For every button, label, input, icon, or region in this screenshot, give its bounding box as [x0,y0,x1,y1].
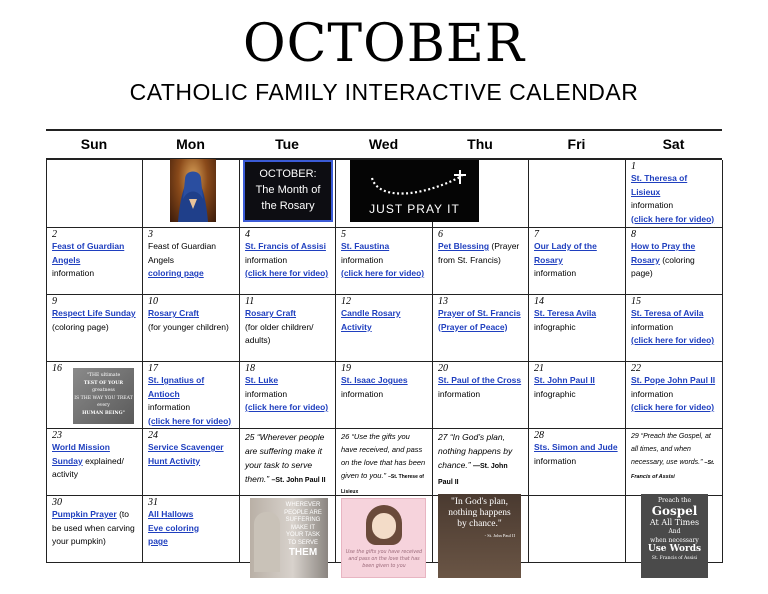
st-john-paul-link[interactable]: St. John Paul II [534,375,595,385]
img-text: Use Words [647,544,702,554]
day-header-mon: Mon [176,136,205,152]
img-text: Use the gifts you have received [345,550,423,555]
info-text: explained/ activity [52,455,124,479]
day-cell-24 [143,429,240,496]
day-cell-13 [433,295,529,362]
empty-cell [529,160,626,228]
candle-rosary-link[interactable]: Candle Rosary Activity [341,308,401,332]
gods-plan-image [438,494,521,578]
weekday-header [46,129,722,158]
empty-cell [529,496,626,563]
prayer-of-peace-link[interactable]: Prayer of St. Francis (Prayer of Peace) [438,308,521,332]
mary-figure-icon [170,159,216,222]
pumpkin-prayer-link[interactable]: Pumpkin Prayer [52,509,117,519]
video-link[interactable]: (click here for video) [631,335,715,345]
month-of-rosary-box [243,160,333,222]
day-header-thu: Thu [467,136,493,152]
day-number: 21 [534,363,544,374]
day-cell-30 [47,496,143,563]
day-cell-4 [240,228,336,295]
img-text: "In God's plan, [450,497,509,507]
john-paul-serve-image [250,498,328,578]
info-text: (coloring page) [52,321,109,332]
coloring-page-link[interactable]: coloring page [148,268,204,278]
day-number: 12 [341,296,351,307]
page-subtitle: CATHOLIC FAMILY INTERACTIVE CALENDAR [129,79,639,105]
day-cell-14 [529,295,626,362]
st-ignatius-link[interactable]: St. Ignatius of Antioch [148,375,205,399]
rosary-box-line: OCTOBER: [259,168,317,180]
info-text: information [52,268,95,278]
video-link[interactable]: (click here for video) [148,415,232,426]
img-text: And [668,528,681,535]
info-text: information [341,254,384,265]
day-cell-9 [47,295,143,362]
img-text: TEST OF YOUR [83,380,124,386]
day-number: 29 [631,433,639,440]
quote-text: “Use the gifts you have received, and pass on the love that has been given to you.” [341,432,426,480]
pet-blessing-link[interactable]: Pet Blessing [438,241,490,251]
img-text: THEM [288,547,318,558]
quote-author: –St. John Paul II [271,477,326,484]
img-text: - St. John Paul II [484,533,515,538]
day-cell-25 [240,429,336,496]
img-text: TO SERVE [287,539,319,546]
img-text: MAKE IT [290,524,315,531]
guardian-angels-link[interactable]: Feast of Guardian Angels [52,241,125,265]
day-cell-19 [336,362,433,429]
st-paul-cross-link[interactable]: St. Paul of the Cross [438,375,522,385]
just-pray-it-image [350,160,479,222]
day-number: 30 [52,497,62,508]
video-link[interactable]: (click here for video) [631,402,715,412]
quote-author: —St. John Paul II [438,463,508,486]
info-text: information [534,455,577,466]
day-number: 24 [148,430,158,441]
video-link[interactable]: (click here for video) [245,402,329,412]
day-cell-10 [143,295,240,362]
st-luke-link[interactable]: St. Luke [245,375,279,385]
quote-author: –St. Francis of Assisi [631,460,715,480]
img-text: when necessary [650,537,699,544]
video-link[interactable]: (click here for video) [631,213,715,224]
day-number: 6 [438,229,443,240]
ultimate-test-image [73,368,134,424]
img-text: PEOPLE ARE [284,509,322,516]
video-link[interactable]: (click here for video) [245,268,329,278]
quote-text: “Wherever people are suffering make it your task to serve them.” [245,432,325,484]
day-cell-26 [336,429,433,496]
day-number: 10 [148,296,158,307]
day-header-fri: Fri [567,136,586,152]
day-number: 23 [52,430,62,441]
day-cell-1 [626,160,723,228]
day-cell-3 [143,228,240,295]
day-number: 2 [52,229,57,240]
day-cell-17 [143,362,240,429]
quote-text: “Preach the Gospel, at all times, and when necessary, use words.” [631,433,711,466]
day-number: 9 [52,296,57,307]
preach-gospel-image [641,494,708,578]
day-number: 31 [148,497,158,508]
img-text: HUMAN BEING" [82,410,125,416]
day-number: 25 [245,432,255,442]
day-cell-7 [529,228,626,295]
info-text: information [341,388,384,399]
day-number: 4 [245,229,250,240]
all-hallows-link[interactable]: All Hallows Eve coloring page [148,509,200,546]
day-number: 1 [631,161,636,172]
quote-text: “In God’s plan, nothing happens by chance.” [438,432,513,470]
img-text: YOUR TASK [285,532,321,538]
day-number: 14 [534,296,544,307]
day-number: 11 [245,296,255,307]
day-number: 7 [534,229,539,240]
virgin-mary-image [170,159,216,222]
info-text: (to be used when carving your pumpkin) [52,509,135,546]
st-theresa-link[interactable]: St. Theresa of Lisieux [631,173,688,197]
info-text: (for older children/ adults) [245,321,314,345]
day-header-wed: Wed [368,136,399,152]
img-text: been given to you [362,564,406,569]
img-text: Preach the [658,497,691,504]
img-text: Gospel [651,504,698,518]
st-teresa-avila-link[interactable]: St. Teresa Avila [534,308,597,318]
info-text: (Prayer from St. Francis) [438,241,520,265]
info-text: information [438,388,481,399]
quote-author: –St. Therese of Lisieux [341,474,424,495]
respect-life-link[interactable]: Respect Life Sunday [52,308,136,318]
day-cell-16 [47,362,143,429]
img-text: SUFFERING [285,517,321,523]
img-text: WHEREVER [285,502,321,508]
info-text: information [148,402,191,412]
day-number: 28 [534,430,544,441]
day-cell-5 [336,228,433,295]
rosary-box-line: The Month of [255,184,321,196]
info-text: information [245,254,288,265]
info-text: information [631,200,674,210]
st-teresa-avila-link[interactable]: St. Teresa of Avila [631,308,704,318]
day-number: 27 [438,432,448,442]
scavenger-hunt-link[interactable]: Service Scavenger Hunt Activity [148,442,224,466]
st-francis-link[interactable]: St. Francis of Assisi [245,241,326,251]
info-text: information [534,268,577,278]
our-lady-rosary-link[interactable]: Our Lady of the Rosary [534,241,597,265]
info-text: information [245,388,288,399]
info-text: (for younger children) [148,321,229,332]
day-cell-31 [143,496,240,563]
img-text: At All Times [649,518,700,527]
empty-cell [47,160,143,228]
st-therese-image [341,498,426,578]
day-header-sun: Sun [80,136,108,152]
day-cell-22 [626,362,723,429]
info-text: infographic [534,321,576,332]
sts-simon-jude-link[interactable]: Sts. Simon and Jude [534,442,618,452]
st-isaac-jogues-link[interactable]: St. Isaac Jogues [341,375,408,385]
day-number: 5 [341,229,346,240]
day-number: 22 [631,363,641,374]
video-link[interactable]: (click here for video) [341,268,425,278]
day-number: 19 [341,363,351,374]
pope-figure [254,512,280,572]
day-number: 13 [438,296,448,307]
day-number: 3 [148,229,153,240]
how-to-pray-link[interactable]: How to Pray the Rosary [631,241,696,265]
img-text: nothing happens [448,508,511,518]
day-cell-27 [433,429,529,496]
day-cell-28 [529,429,626,496]
st-pope-john-paul-link[interactable]: St. Pope John Paul II [631,375,716,385]
img-text: "THE ultimate [86,373,121,378]
day-cell-20 [433,362,529,429]
day-cell-12 [336,295,433,362]
info-text: information [631,388,674,399]
rosary-craft-link[interactable]: Rosary Craft [148,308,200,318]
rosary-craft-link[interactable]: Rosary Craft [245,308,297,318]
day-number: 8 [631,229,636,240]
info-text: information [631,321,674,332]
day-number: 15 [631,296,641,307]
day-header-tue: Tue [275,136,299,152]
rosary-box-line: the Rosary [261,200,315,212]
day-cell-6 [433,228,529,295]
img-text: every [97,403,110,408]
img-text: by chance." [457,519,502,529]
therese-face [372,513,396,539]
img-text: greatness [92,388,115,393]
info-text: Feast of Guardian Angels [148,241,217,265]
img-text: IS THE WAY YOU TREAT [74,395,133,401]
img-text: St. Francis of Assisi [651,556,698,561]
day-number: 18 [245,363,255,374]
day-cell-29 [626,429,723,496]
img-text: and pass on the love that has [348,557,420,562]
day-number: 20 [438,363,448,374]
st-faustina-link[interactable]: St. Faustina [341,241,390,251]
day-header-sat: Sat [662,136,685,152]
just-pray-text: JUST PRAY IT [369,202,460,216]
day-cell-15 [626,295,723,362]
info-text: infographic [534,388,576,399]
world-mission-link[interactable]: World Mission Sunday [52,442,110,466]
day-cell-23 [47,429,143,496]
day-cell-8 [626,228,723,295]
page-title: OCTOBER [242,14,526,74]
day-number: 16 [52,363,62,374]
info-text: (coloring page) [631,254,695,278]
day-cell-11 [240,295,336,362]
day-cell-21 [529,362,626,429]
day-cell-2 [47,228,143,295]
day-number: 17 [148,363,158,374]
day-cell-18 [240,362,336,429]
day-number: 26 [341,432,350,441]
